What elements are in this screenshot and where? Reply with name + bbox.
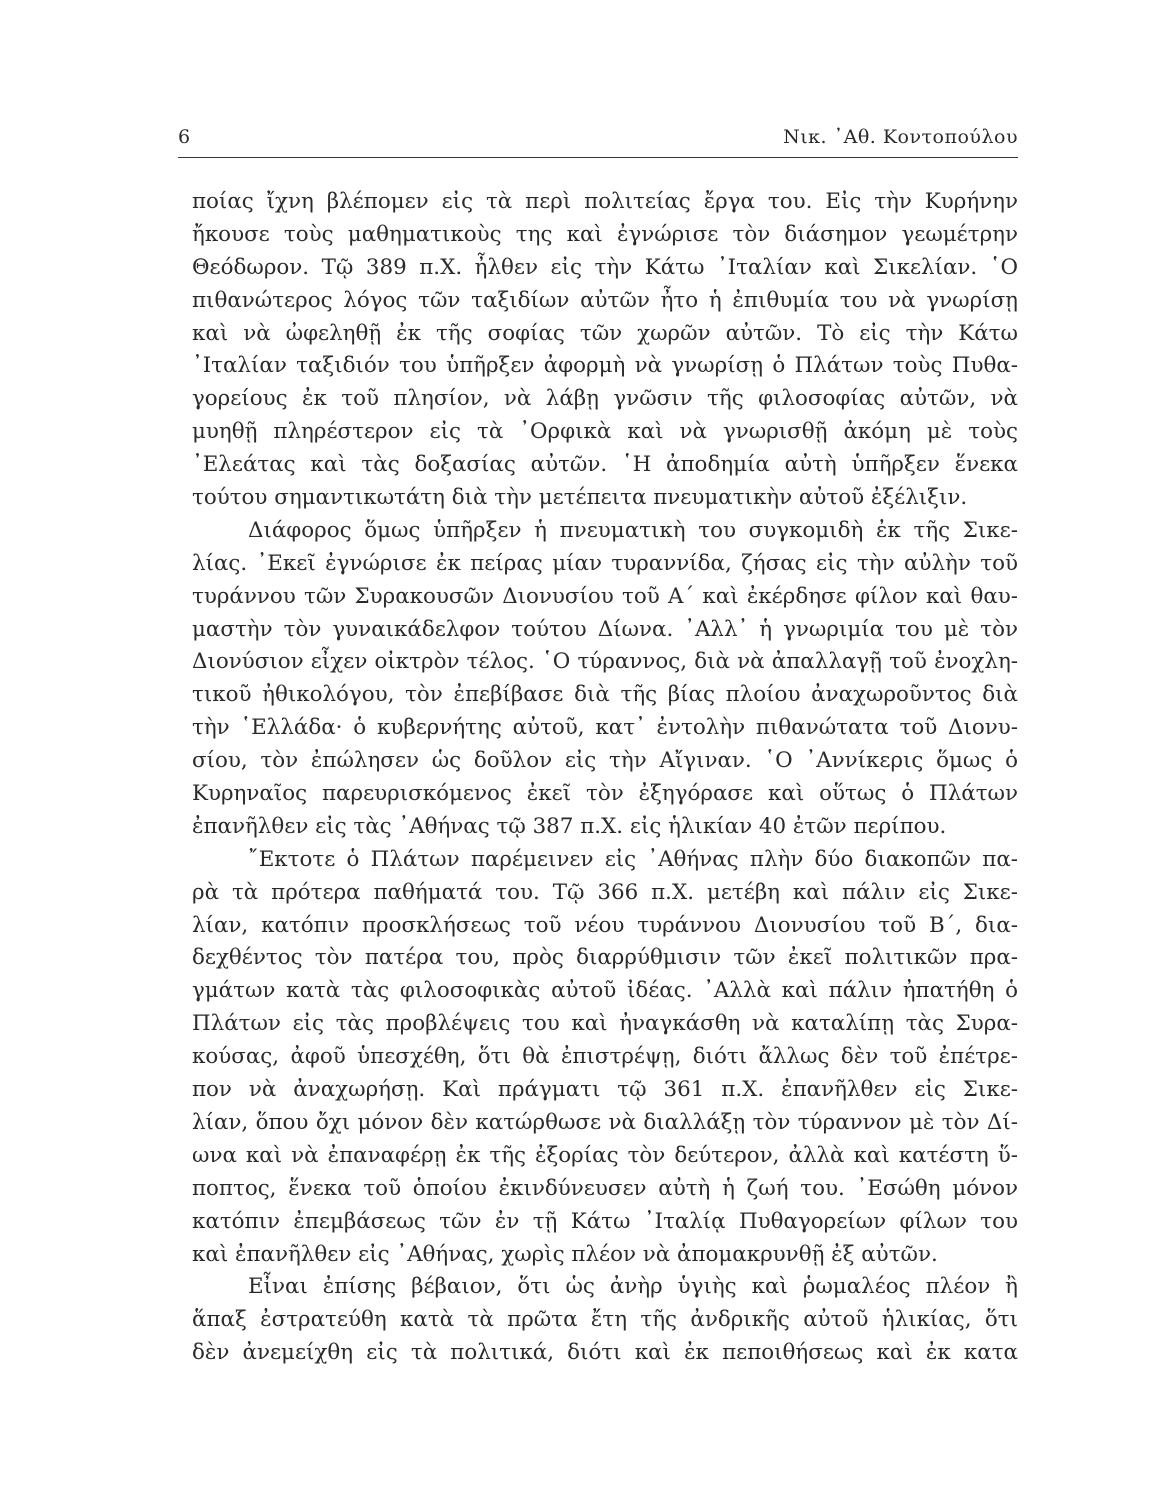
body-text: [192, 186, 1018, 1370]
text-line: πον νὰ ἀναχωρήσῃ. Καὶ πράγματι τῷ 361 π.Χ. ἐπανῆλθεν εἰς Σικε-: [192, 1077, 1018, 1103]
text-line: Διονύσιον εἶχεν οἰκτρὸν τέλος. ῾Ο τύραννος, διὰ νὰ ἀπαλλαγῇ τοῦ ἐνοχλη-: [192, 649, 1018, 675]
text-line: δεχθέντος τὸν πατέρα του, πρὸς διαρρύθμισιν τῶν ἐκεῖ πολιτικῶν πρα-: [192, 945, 1018, 971]
text-line: τικοῦ ἠθικολόγου, τὸν ἐπεβίβασε διὰ τῆς βίας πλοίου ἀναχωροῦντος διὰ: [192, 682, 1018, 708]
text-line: δὲν ἀνεμείχθη εἰς τὰ πολιτικά, διότι καὶ ἐκ πεποιθήσεως καὶ ἐκ κατα: [192, 1340, 1018, 1366]
text-line: τούτου σημαντικωτάτη διὰ τὴν μετέπειτα πνευματικὴν αὐτοῦ ἐξέλιξιν.: [192, 485, 968, 511]
text-line: μυηθῇ πληρέστερον εἰς τὰ ᾿Ορφικὰ καὶ νὰ γνωρισθῇ ἀκόμη μὲ τοὺς: [192, 419, 1018, 445]
text-line: καὶ νὰ ὠφεληθῇ ἐκ τῆς σοφίας τῶν χωρῶν αὐτῶν. Τὸ εἰς τὴν Κάτω: [192, 320, 1018, 346]
page-header: [178, 126, 1018, 156]
text-line: Διάφορος ὅμως ὑπῆρξεν ἡ πνευματικὴ του συγκομιδὴ ἐκ τῆς Σικε-: [248, 517, 1018, 543]
text-line: μαστὴν τὸν γυναικάδελφον τούτου Δίωνα. ᾿Αλλ᾿ ἡ γνωριμία του μὲ τὸν: [192, 616, 1018, 642]
text-line: σίου, τὸν ἐπώλησεν ὡς δοῦλον εἰς τὴν Αἴγιναν. ῾Ο ᾿Αννίκερις ὅμως ὁ: [192, 748, 1018, 774]
text-line: ἤκουσε τοὺς μαθηματικοὺς της καὶ ἐγνώρισε τὸν διάσημον γεωμέτρην: [192, 221, 1018, 247]
text-line: Θεόδωρον. Τῷ 389 π.Χ. ἦλθεν εἰς τὴν Κάτω ᾿Ιταλίαν καὶ Σικελίαν. ῾Ο: [192, 254, 1018, 280]
text-line: κατόπιν ἐπεμβάσεως τῶν ἐν τῇ Κάτω ᾿Ιταλίᾳ Πυθαγορείων φίλων του: [192, 1208, 1018, 1234]
text-line: τυράννου τῶν Συρακουσῶν Διονυσίου τοῦ Α΄ καὶ ἐκέρδησε φίλον καὶ θαυ-: [192, 583, 1018, 609]
text-line: Κυρηναῖος παρευρισκόμενος ἐκεῖ τὸν ἐξηγόρασε καὶ οὕτως ὁ Πλάτων: [192, 781, 1018, 807]
text-line: ῎Εκτοτε ὁ Πλάτων παρέμεινεν εἰς ᾿Αθήνας πλὴν δύο διακοπῶν πα-: [248, 846, 1018, 872]
running-head: Νικ. ᾿Αθ. Κοντοπούλου: [783, 126, 1018, 148]
text-line: τὴν ῾Ελλάδα· ὁ κυβερνήτης αὐτοῦ, κατ᾿ ἐντολὴν πιθανώτατα τοῦ Διονυ-: [192, 715, 1018, 741]
page-number: 6: [178, 126, 191, 148]
text-line: λίαν, κατόπιν προσκλήσεως τοῦ νέου τυράννου Διονυσίου τοῦ Β΄, δια-: [192, 912, 1018, 938]
text-line: γορείους ἐκ τοῦ πλησίον, νὰ λάβῃ γνῶσιν τῆς φιλοσοφίας αὐτῶν, νὰ: [192, 386, 1018, 412]
text-line: Πλάτων εἰς τὰς προβλέψεις του καὶ ἠναγκάσθη νὰ καταλίπῃ τὰς Συρα-: [192, 1011, 1018, 1037]
text-line: Εἶναι ἐπίσης βέβαιον, ὅτι ὡς ἀνὴρ ὑγιὴς καὶ ῥωμαλέος πλέον ἢ: [248, 1274, 1018, 1300]
text-line: ρὰ τὰ πρότερα παθήματά του. Τῷ 366 π.Χ. μετέβη καὶ πάλιν εἰς Σικε-: [192, 879, 1018, 905]
header-rule: [178, 157, 1018, 158]
text-line: ωνα καὶ νὰ ἐπαναφέρῃ ἐκ τῆς ἐξορίας τὸν δεύτερον, ἀλλὰ καὶ κατέστη ὕ-: [192, 1142, 1018, 1168]
text-line: ποίας ἴχνη βλέπομεν εἰς τὰ περὶ πολιτείας ἔργα του. Εἰς τὴν Κυρήνην: [192, 189, 1018, 214]
text-line: πιθανώτερος λόγος τῶν ταξιδίων αὐτῶν ἦτο ἡ ἐπιθυμία του νὰ γνωρίσῃ: [192, 287, 1018, 313]
text-line: ἐπανῆλθεν εἰς τὰς ᾿Αθήνας τῷ 387 π.Χ. εἰς ἡλικίαν 40 ἐτῶν περίπου.: [192, 813, 947, 839]
text-line: λίας. ᾿Εκεῖ ἐγνώρισε ἐκ πείρας μίαν τυραννίδα, ζήσας εἰς τὴν αὐλὴν τοῦ: [192, 550, 1018, 576]
text-line: ἅπαξ ἐστρατεύθη κατὰ τὰ πρῶτα ἔτη τῆς ἀνδρικῆς αὐτοῦ ἡλικίας, ὅτι: [192, 1307, 1018, 1333]
text-line: ᾿Ιταλίαν ταξιδιόν του ὑπῆρξεν ἀφορμὴ νὰ γνωρίσῃ ὁ Πλάτων τοὺς Πυθα-: [192, 353, 1018, 379]
text-line: κούσας, ἀφοῦ ὑπεσχέθη, ὅτι θὰ ἐπιστρέψῃ, διότι ἄλλως δὲν τοῦ ἐπέτρε-: [192, 1044, 1018, 1070]
text-line: γμάτων κατὰ τὰς φιλοσοφικὰς αὐτοῦ ἰδέας. ᾿Αλλὰ καὶ πάλιν ἠπατήθη ὁ: [192, 978, 1018, 1004]
text-line: ποπτος, ἕνεκα τοῦ ὁποίου ἐκινδύνευσεν αὐτὴ ἡ ζωή του. ᾿Εσώθη μόνον: [192, 1175, 1018, 1201]
text-line: καὶ ἐπανῆλθεν εἰς ᾿Αθήνας, χωρὶς πλέον νὰ ἀπομακρυνθῇ ἐξ αὐτῶν.: [192, 1241, 938, 1267]
text-line: ᾿Ελεάτας καὶ τὰς δοξασίας αὐτῶν. ῾Η ἀποδημία αὐτὴ ὑπῆρξεν ἕνεκα: [192, 452, 1018, 478]
text-line: λίαν, ὅπου ὄχι μόνον δὲν κατώρθωσε νὰ διαλλάξῃ τὸν τύραννον μὲ τὸν Δί-: [192, 1109, 1018, 1135]
